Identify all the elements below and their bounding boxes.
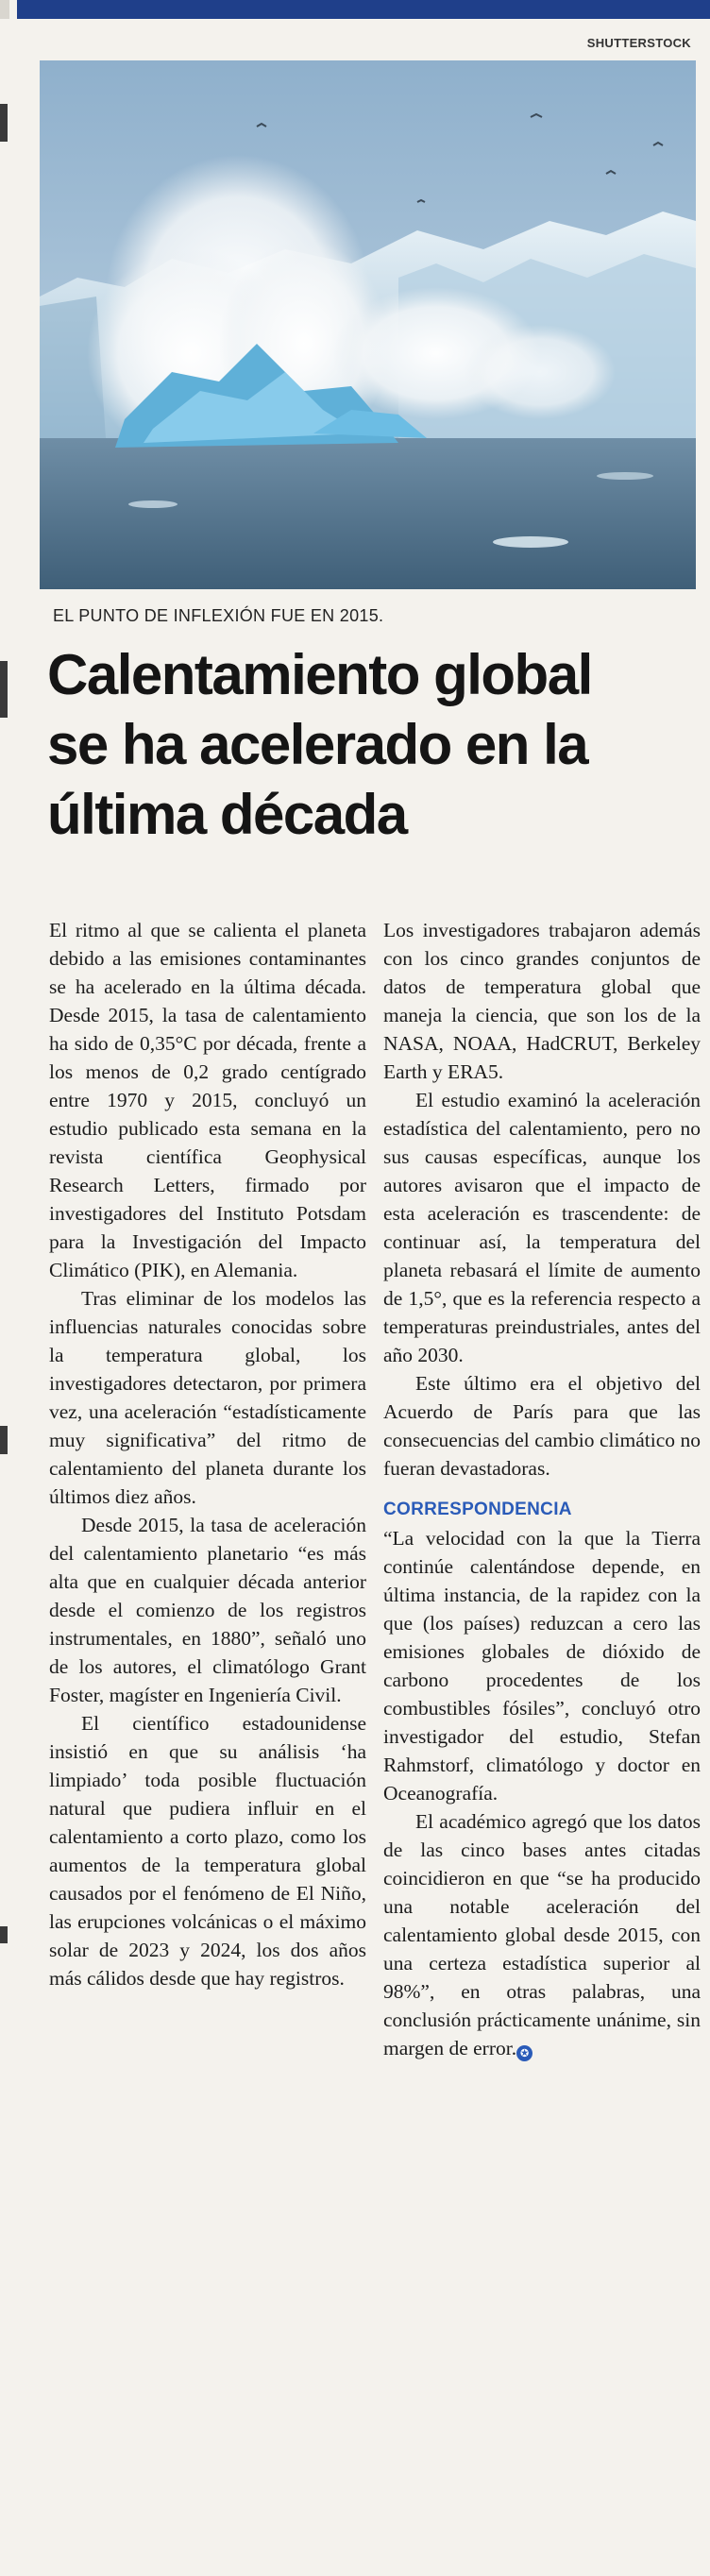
article-paragraph-4: El científico estadounidense insistió en que su análisis ‘ha limpiado’ toda posible fluctuación natural que pudiera influir en el calentamiento a corto plazo, como los aumentos de la temperatura global causados por el fenómeno de El Niño, las erupciones volcánicas o el máximo solar de 2023 y 2024, los dos años más cálidos desde que hay registros. (49, 1712, 366, 1990)
headline (47, 640, 699, 850)
article-paragraph-8: “La velocidad con la que la Tierra continúe calentándose depende, en última instancia, de la rapidez con la que (los países) reduzcan a cero las emisiones globales de dióxido de carbono procedentes de los combustibles fósiles”, concluyó otro investigador del estudio, Stefan Rahmstorf, climatólogo y doctor en Oceanografía. (383, 1527, 701, 1805)
headline-line-2: se ha acelerado en la (47, 713, 588, 776)
glacier-calving-photo (40, 60, 696, 589)
photo-caption: EL PUNTO DE INFLEXIÓN FUE EN 2015. (53, 606, 384, 625)
end-of-article-icon: ✪ (516, 2045, 532, 2061)
scan-gutter-marks (0, 0, 13, 2576)
article-paragraph-9 (383, 1807, 701, 2062)
article-paragraph-5: Los investigadores trabajaron además con los cinco grandes conjuntos de datos de temperatura global que maneja la ciencia, que son los de la NASA, NOAA, HadCRUT, Berkeley Earth y ERA5. (383, 919, 701, 1083)
headline-line-3: última década (47, 783, 407, 846)
article-column-left (49, 916, 366, 1992)
article-paragraph-6: El estudio examinó la aceleración estadística del calentamiento, pero no sus causas específicas, aunque los autores avisaron que el impacto de esta aceleración es trascendente: de continuar así, la temperatura del planeta rebasará el límite de aumento de 1,5°, que es la referencia respecto a temperaturas preindustriales, antes del año 2030. (383, 1089, 701, 1366)
headline-line-1: Calentamiento global (47, 643, 592, 706)
article-column-right (383, 916, 701, 2062)
article-paragraph-1: El ritmo al que se calienta el planeta debido a las emisiones contaminantes se ha acelerado en la última década. Desde 2015, la tasa de calentamiento ha sido de 0,35°C por década, frente a los menos de 0,2 grado centígrado entre 1970 y 2015, concluyó un estudio publicado esta semana en la revista científica Geophysical Research Letters, firmado por investigadores del Instituto Potsdam para la Investigación del Impacto Climático (PIK), en Alemania. (49, 919, 366, 1281)
article-paragraph-3: Desde 2015, la tasa de aceleración del calentamiento planetario “es más alta que en cualquier década anterior desde el comienzo de los registros instrumentales, en 1880”, señaló uno de los autores, el climatólogo Grant Foster, magíster en Ingeniería Civil. (49, 1514, 366, 1706)
article-paragraph-9-text: El académico agregó que los datos de las cinco bases antes citadas coincidieron en que “se ha producido una notable aceleración del calentamiento global desde 2015, con una certeza estadística superior al 98%”, en otras palabras, una conclusión prácticamente unánime, sin margen de error. (383, 1810, 701, 2059)
article-paragraph-7: Este último era el objetivo del Acuerdo de París para que las consecuencias del cambio climático no fueran devastadoras. (383, 1372, 701, 1480)
photo-credit: SHUTTERSTOCK (586, 36, 691, 50)
section-subhead: CORRESPONDENCIA (383, 1500, 572, 1519)
article-paragraph-2: Tras eliminar de los modelos las influencias naturales conocidas sobre la temperatura global, los investigadores detectaron, por primera vez, una aceleración “estadísticamente muy significativa” del ritmo de calentamiento del planeta durante los últimos diez años. (49, 1287, 366, 1508)
glacier-photo-illustration (40, 60, 696, 589)
top-color-bar (0, 0, 710, 28)
